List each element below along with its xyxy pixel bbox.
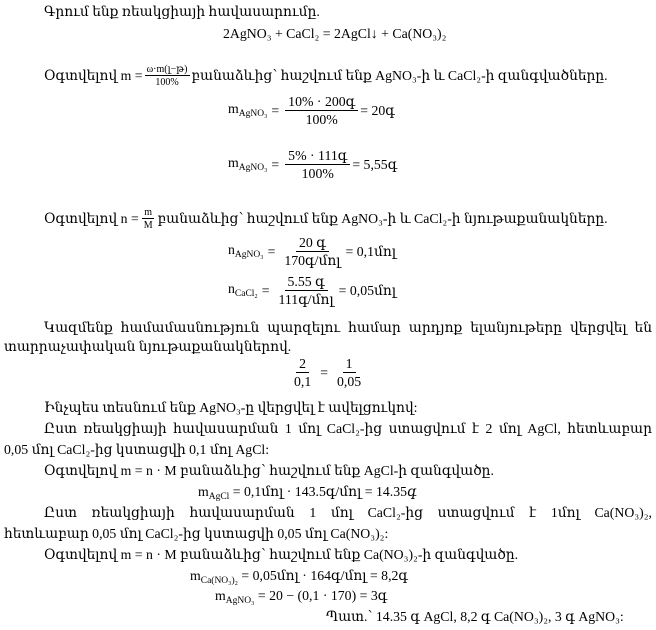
answer-text: Պատ.՝ 14.35 գ AgCl, 8,2 գ Ca(NO₃)₂, 3 գ AgNO₃:	[326, 609, 624, 624]
eq-denominator: 111գ/մոլ	[278, 292, 334, 308]
equation-n-agno3: $n_{AgNO_3}$ = $\frac{\text{20 գ}}{\text{170գ/մոլ}}$ = 0,1մոլ	[228, 235, 397, 269]
ratio-fraction-left: $\frac{2}{0,1}$	[294, 356, 312, 390]
eq-denominator: 170գ/մոլ	[284, 253, 341, 269]
eq-lhs: $n_{CaCl_2}$	[228, 281, 258, 300]
eq-rhs: = 0,1մոլ	[345, 243, 397, 259]
eq-lhs: $m_{AgNO_3}$	[228, 155, 268, 174]
mole-formula-prefix: Օգտվելով n =	[44, 211, 139, 227]
eq-denominator: 100%	[301, 166, 334, 182]
excess-text: Ինչպես տեսնում ենք AgNO₃-ը վերցվել է ավելցուկով:	[44, 400, 418, 415]
equation-n-cacl2: $n_{CaCl_2}$ = $\frac{\text{5.55 գ}}{\text{111գ/մոլ}}$ = 0,05մոլ	[228, 274, 397, 308]
eq-rhs: = 0,05մոլ	[338, 282, 397, 298]
eq-fraction	[276, 274, 337, 307]
eq-numerator: 5.55 գ	[285, 274, 328, 291]
equation-m-cano3: $m_{Ca(NO_3)_2}$ = 0,05մոլ · 164գ/մոլ = 8,2գ	[190, 568, 409, 586]
paragraph-agcl-line-3: Օգտվելով m = n · M բանաձևից՝ հաշվում ենք AgCl-ի զանգվածը.	[44, 463, 494, 478]
eq-lhs: $m_{AgNO_3}$	[228, 101, 268, 120]
mass-formula-suffix: բանաձևից՝ հաշվում ենք AgNO₃-ի և CaCl₂-ի զանգվածները.	[191, 68, 608, 84]
paragraph-cano3-line-1: Ըստ ռեակցիայի հավասարման 1 մոլ CaCl₂-ից ստացվում է 1մոլ Ca(NO₃)₂,	[44, 505, 652, 520]
paragraph-cano3-line-2: հետևաբար 0,05 մոլ CaCl₂-ից կստացվի 0,05 մոլ Ca(NO₃)₂:	[4, 526, 389, 541]
paragraph-agcl-line-1: Ըստ ռեակցիայի հավասարման 1 մոլ CaCl₂-ից ստացվում է 2 մոլ AgCl, հետևաբար	[44, 421, 652, 436]
eq-lhs: $n_{AgNO_3}$	[228, 242, 264, 261]
mass-formula-prefix: Օգտվելով m =	[44, 68, 143, 84]
equation-m-agno3-remaining: $m_{AgNO_3} = 20 - (0,1 \cdot 170)$ = 3գ	[215, 588, 388, 606]
ratio-text-line-1: Կազմենք համամասնություն պարզելու համար արդյոք ելանյութերը վերցվել են	[44, 320, 652, 335]
mole-formula-numerator: m	[144, 207, 153, 218]
eq-rhs: = 5,55գ	[352, 156, 398, 172]
equation-m-agno3-1: $m_{AgNO_3}$ = $\frac{\text{10\% · 200գ}}{100\%}$ = 20գ	[228, 94, 395, 128]
mole-formula-denominator: M	[143, 220, 153, 231]
eq-denominator: 100%	[305, 112, 338, 128]
paragraph-cano3-line-3: Օգտվելով m = n · M բանաձևից՝ հաշվում ենք Ca(NO₃)₂-ի զանգվածը.	[44, 547, 519, 562]
mass-formula-line	[44, 64, 608, 88]
reaction-equation: 2AgNO₃ + CaCl₂ = 2AgCl↓ + Ca(NO₃)₂	[223, 26, 447, 41]
ratio-text-line-2: տարրաչափական նյութաքանակներով.	[4, 339, 292, 354]
ratio-equation: $\frac{2}{0,1}$ = $\frac{1}{0,05}$	[289, 356, 366, 389]
eq-rhs: = 20գ	[360, 102, 395, 118]
mass-formula-numerator: ω·m(լ−թ)	[146, 64, 188, 75]
mole-formula-suffix: բանաձևից՝ հաշվում ենք AgNO₃-ի և CaCl₂-ի նյութաքանակները.	[157, 211, 608, 227]
eq-numerator: 20 գ	[296, 235, 329, 252]
paragraph-agcl-line-2: 0,05 մոլ CaCl₂-ից կստացվի 0,1 մոլ AgCl:	[4, 442, 270, 457]
equation-m-agno3-2: $m_{AgNO_3}$ = $\frac{\text{5\% · 111գ}}{100\%}$ = 5,55գ	[228, 148, 398, 182]
eq-numerator: 10% · 200գ	[285, 94, 358, 111]
ratio-fraction-right: $\frac{1}{0,05}$	[337, 356, 362, 390]
mass-formula-denominator: 100%	[155, 77, 179, 88]
equation-m-agcl: $m_{AgCl}$ = 0,1մոլ · 143.5գ/մոլ = 14.35գ	[198, 484, 417, 502]
mass-formula-fraction	[145, 64, 190, 88]
mole-formula-fraction	[141, 207, 156, 231]
intro-text: Գրում ենք ռեակցիայի հավասարումը.	[44, 4, 320, 19]
eq-fraction	[281, 235, 343, 268]
eq-fraction	[285, 148, 350, 181]
mole-formula-line	[44, 207, 608, 231]
eq-numerator: 5% · 111գ	[285, 148, 350, 165]
eq-fraction	[285, 94, 358, 127]
